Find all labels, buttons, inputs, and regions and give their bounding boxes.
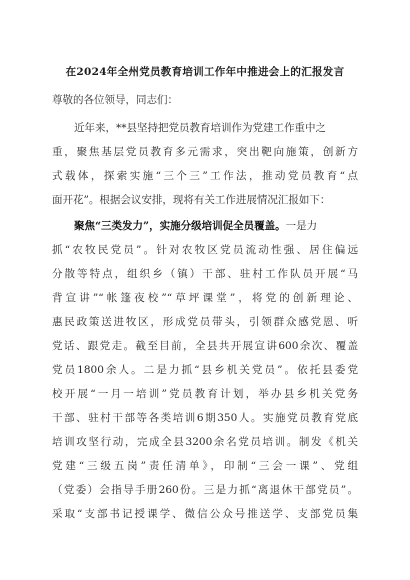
paragraph-line: 党建“三级五岗”责任清单》，印制“三会一课”、党组	[52, 460, 358, 472]
paragraph-line: 重，聚焦基层党员教育多元需求，突出靶向施策，创新方	[52, 146, 358, 158]
paragraph-line: 面开花”。根据会议安排，现将有关工作进展情况汇报如下：	[52, 194, 331, 206]
paragraph-line: 背宣讲”“帐篷夜校”“草坪课堂”，将党的创新理论、	[52, 292, 358, 304]
paragraph-line: 惠民政策送进牧区，形成党员带头，引领群众感党恩、听	[52, 316, 358, 328]
paragraph-line: 抓“农牧民党员”。针对农牧区党员流动性强、居住偏远	[52, 244, 358, 256]
paragraph-first-rest: 一是力	[285, 220, 318, 232]
paragraph-line: 分散等特点，组织乡（镇）干部、驻村工作队员开展“马	[52, 268, 358, 280]
paragraph-line: 采取“支部书记授课学、微信公众号推送学、支部党员集	[52, 508, 358, 520]
paragraph-line: （党委）会指导手册260份。三是力抓“离退休干部党员”。	[52, 484, 358, 496]
paragraph-first-line	[74, 216, 317, 236]
paragraph-line: 式载体，探索实施“三个三”工作法，推动党员教育“点	[52, 170, 358, 182]
paragraph-line: 干部、驻村干部等各类培训6期350人。实施党员教育党底	[52, 412, 358, 424]
paragraph-line: 党话、跟党走。截至目前，全县共开展宣讲600余次、覆盖	[52, 340, 358, 352]
paragraph-line: 党员1800余人。二是力抓“县乡机关党员”。依托县委党	[52, 364, 358, 376]
document-title: 在2024年全州党员教育培训工作年中推进会上的汇报发言	[65, 66, 345, 78]
paragraph-heading: 聚焦“三类发力”，实施分级培训促全员覆盖。	[74, 220, 286, 232]
salutation: 尊敬的各位领导，同志们：	[52, 94, 178, 106]
paragraph-line: 培训攻坚行动，完成全县3200余名党员培训。制发《机关	[52, 436, 358, 448]
paragraph-line: 近年来，**县坚持把党员教育培训作为党建工作重中之	[74, 122, 326, 134]
paragraph-line: 校开展“一月一培训”党员教育计划，举办县乡机关党务	[52, 388, 358, 400]
